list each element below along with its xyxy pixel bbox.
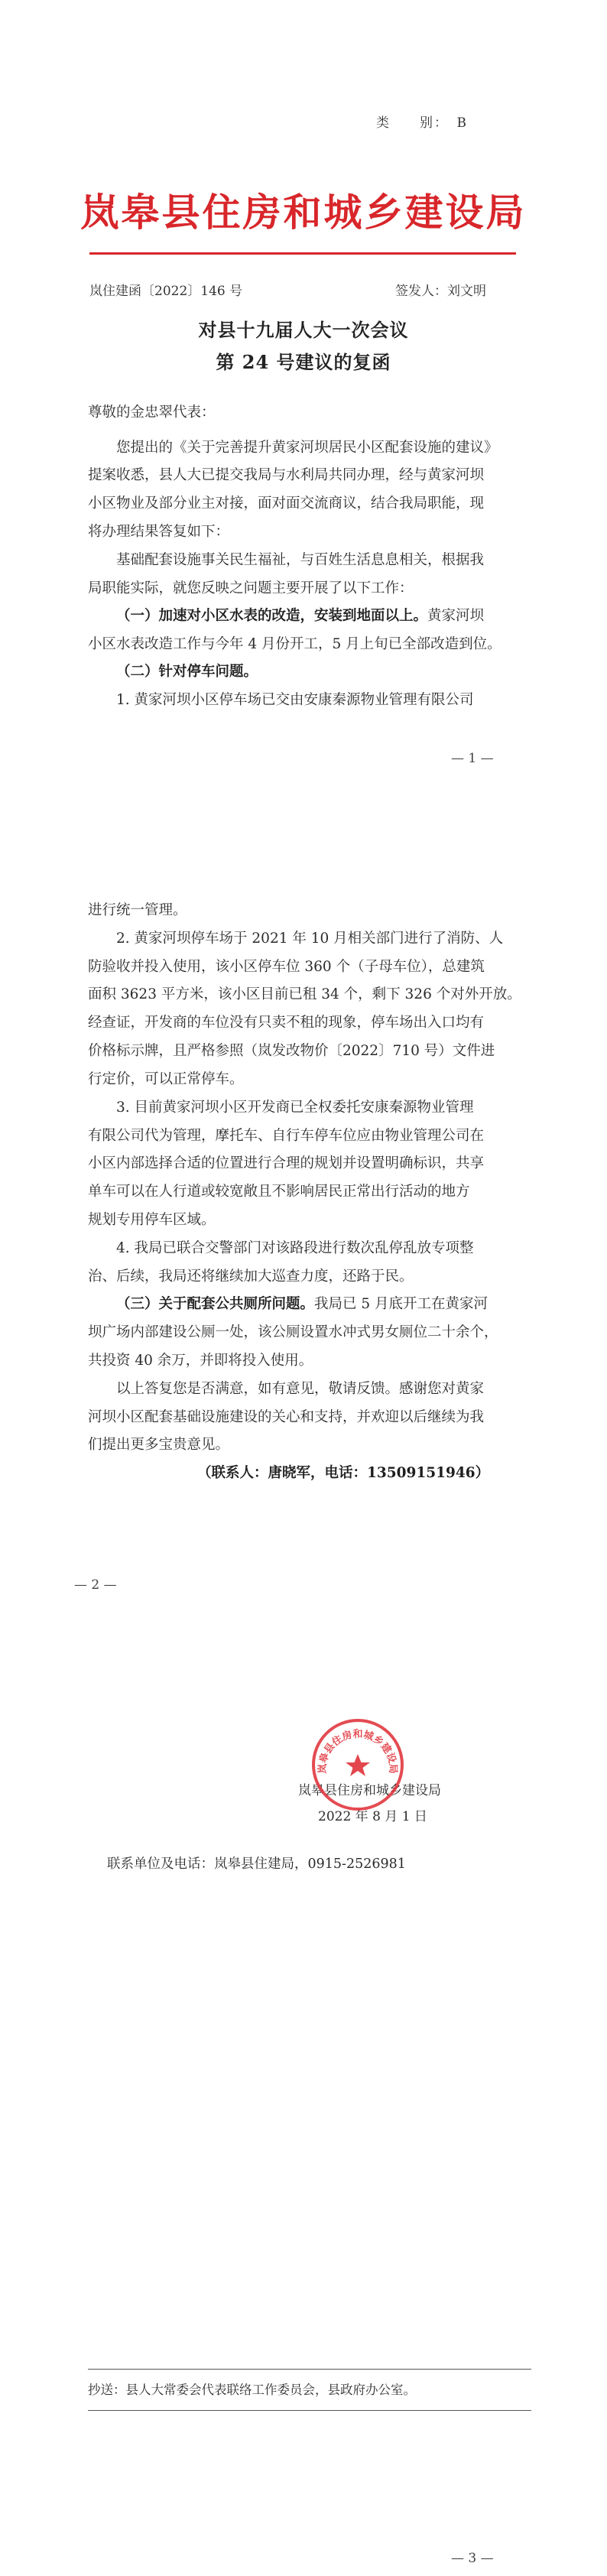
paragraph-line: 单车可以在人行道或较宽敞且不影响居民正常出行活动的地方 [88,1184,470,1200]
paragraph-line: 1. 黄家河坝小区停车场已交由安康秦源物业管理有限公司 [116,692,474,708]
paragraph-line: 们提出更多宝贵意见。 [88,1437,230,1453]
paragraph-line: 您提出的《关于完善提升黄家河坝居民小区配套设施的建议》 [116,440,498,456]
document-number: 岚住建函〔2022〕146 号 [89,284,243,299]
document-title-line-1: 对县十九届人大一次会议 [198,319,409,341]
section-3-line [116,1294,531,1315]
paragraph-line: 小区内部选择合适的位置进行合理的规划并设置明确标识，共享 [88,1155,485,1171]
section-1-line [116,606,531,627]
paragraph-line: 坝广场内部建设公厕一处，该公厕设置水冲式男女厕位二十余个， [88,1324,498,1340]
section-3-heading: （三）关于配套公共厕所问题。 [116,1296,315,1312]
paragraph-line: 防验收并投入使用，该小区停车位 360 个（子母车位），总建筑 [88,959,485,975]
paragraph-line: 价格标示牌，且严格参照（岚发改物价〔2022〕710 号）文件进 [88,1043,495,1059]
paragraph-line: 小区物业及部分业主对接，面对面交流商议，结合我局职能，现 [88,495,485,512]
official-seal-icon [309,1716,407,1814]
signing-date: 2022 年 8 月 1 日 [318,1809,427,1824]
section-2-heading: （二）针对停车问题。 [116,664,258,680]
contact-unit: 联系单位及电话：岚皋县住建局，0915-2526981 [107,1856,406,1872]
issuing-organization-title: 岚皋县住房和城乡建设局 [80,190,527,235]
salutation: 尊敬的金忠翠代表： [88,404,216,421]
paragraph-line: 2. 黄家河坝停车场于 2021 年 10 月相关部门进行了消防、人 [116,931,504,947]
paragraph-line: 4. 我局已联合交警部门对该路段进行数次乱停乱放专项整 [116,1240,474,1256]
paragraph-line: 将办理结果答复如下： [88,524,230,540]
section-1-heading: （一）加速对小区水表的改造，安装到地面以上。 [116,608,428,624]
paragraph-line: 局职能实际，就您反映之问题主要开展了以下工作： [88,580,414,596]
page-number-1: — 1 — [451,751,494,766]
paragraph-line: 进行统一管理。 [88,902,187,918]
paragraph-line: 基础配套设施事关民生福祉，与百姓生活息息相关，根据我 [116,552,485,568]
page-number-3: — 3 — [451,2551,494,2566]
carbon-copy: 抄送：县人大常委会代表联络工作委员会，县政府办公室。 [88,2383,416,2397]
paragraph-line: 以上答复您是否满意，如有意见，敬请反馈。感谢您对黄家 [116,1381,485,1397]
page-number-2: — 2 — [74,1577,117,1593]
paragraph-line: 河坝小区配套基础设施建设的关心和支持，并欢迎以后继续为我 [88,1409,485,1425]
contact-person: （联系人：唐晓军，电话：13509151946） [197,1465,490,1481]
seal-ring-text: 岚皋县住房和城乡建设局 [316,1729,399,1774]
paragraph-line: 小区水表改造工作与今年 4 月份开工，5 月上旬已全部改造到位。 [88,636,502,652]
paragraph-line: 3. 目前黄家河坝小区开发商已全权委托安康秦源物业管理 [116,1100,474,1116]
section-3-text: 我局已 5 月底开工在黄家河 [314,1296,489,1312]
paragraph-line: 治、后续，我局还将继续加大巡查力度，还路于民。 [88,1269,414,1285]
cc-top-rule [88,2369,531,2370]
paragraph-line: 有限公司代为管理，摩托车、自行车停车位应由物业管理公司在 [88,1128,485,1144]
paragraph-line: 面积 3623 平方米，该小区目前已租 34 个，剩下 326 个对外开放。 [88,986,521,1002]
paragraph-line: 规划专用停车区域。 [88,1212,216,1228]
paragraph-line: 行定价，可以正常停车。 [88,1071,244,1087]
category-label: 类 别： B [376,115,468,131]
paragraph-line: 提案收悉，县人大已提交我局与水利局共同办理，经与黄家河坝 [88,467,485,483]
section-1-text: 黄家河坝 [427,608,485,624]
paragraph-line: 共投资 40 余万，并即将投入使用。 [88,1353,313,1369]
paragraph-line: 经查证，开发商的车位没有只卖不租的现象，停车场出入口均有 [88,1015,485,1031]
document-title-line-2: 第 24 号建议的复函 [216,351,391,373]
cc-bottom-rule [88,2410,531,2411]
signer: 签发人：刘文明 [395,284,486,299]
signing-organization: 岚皋县住房和城乡建设局 [298,1783,441,1798]
red-divider-line [89,252,516,255]
